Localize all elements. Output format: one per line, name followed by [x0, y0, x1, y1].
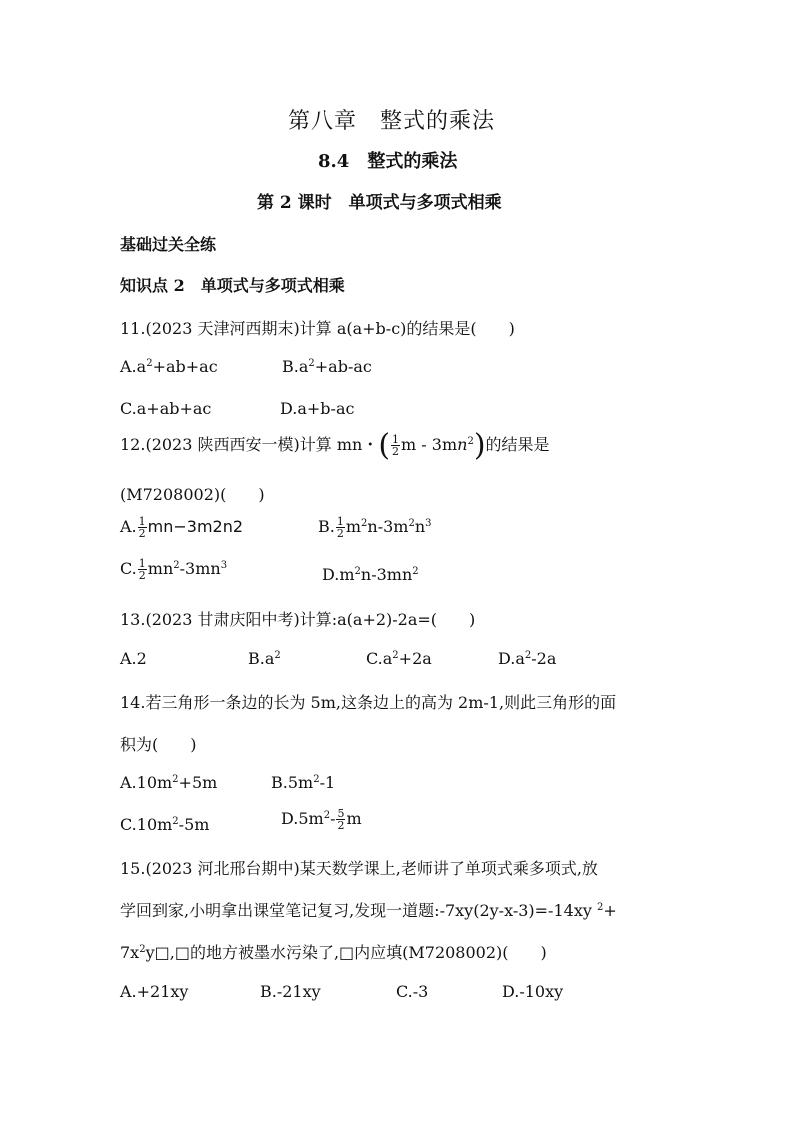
- question-15-option-b[interactable]: B.-21xy: [260, 982, 321, 1001]
- option-text: A.a: [120, 357, 147, 376]
- exponent: 2: [139, 944, 146, 955]
- option-text: n-3m: [367, 517, 409, 536]
- exponent: 2: [323, 810, 331, 821]
- question-14-option-c[interactable]: [120, 815, 209, 834]
- option-text: D.5m: [281, 809, 324, 828]
- fraction-denominator: 2: [336, 527, 344, 540]
- exponent: 2: [596, 902, 604, 913]
- option-text: -5m: [178, 815, 210, 834]
- exponent: 3: [425, 518, 432, 529]
- question-14-stem-line1: 14.若三角形一条边的长为 5m,这条边上的高为 2m-1,则此三角形的面: [120, 693, 617, 712]
- exponent: 2: [412, 566, 419, 577]
- exponent: 2: [274, 650, 281, 661]
- question-11-option-c[interactable]: C.a+ab+ac: [120, 399, 212, 418]
- exponent: 3: [220, 560, 228, 571]
- question-12-stem: [120, 428, 550, 463]
- question-11-option-a[interactable]: [120, 357, 218, 376]
- option-text: B.a: [282, 357, 309, 376]
- fraction-denominator: 2: [392, 445, 400, 458]
- option-text: C.a: [366, 649, 393, 668]
- exponent: 2: [313, 774, 320, 785]
- question-14-option-b[interactable]: [271, 773, 335, 792]
- option-text: -3mn: [179, 559, 221, 578]
- fraction-half: [138, 558, 147, 581]
- fraction-numerator: 1: [138, 515, 146, 528]
- lesson-title: 第 2 课时 单项式与多项式相乘: [257, 193, 502, 213]
- question-12-option-b[interactable]: [318, 516, 432, 539]
- exponent: 2: [172, 774, 179, 785]
- exponent: 2: [308, 358, 315, 369]
- exponent: 2: [467, 436, 474, 447]
- option-text: +ab+ac: [152, 357, 218, 376]
- option-text: mn: [147, 559, 174, 578]
- option-text: -: [330, 809, 336, 828]
- option-text: m: [346, 809, 362, 828]
- stem-text: y□,□的地方被墨水污染了,□内应填(M7208002)( ): [145, 943, 547, 962]
- exponent: 2: [172, 816, 179, 827]
- option-text: +5m: [178, 773, 218, 792]
- question-15-line3: [120, 940, 547, 963]
- practice-title: 基础过关全练: [120, 235, 217, 254]
- question-15-line1: 15.(2023 河北邢台期中)某天数学课上,老师讲了单项式乘多项式,放: [120, 859, 598, 878]
- option-text: D.m: [322, 565, 355, 584]
- stem-text: +: [603, 901, 617, 920]
- question-13-option-b[interactable]: [248, 649, 281, 668]
- exponent: 2: [524, 650, 532, 661]
- question-15-option-d[interactable]: D.-10xy: [502, 982, 564, 1001]
- question-12-option-d[interactable]: [322, 565, 419, 584]
- question-15-line2: [120, 898, 617, 921]
- fraction-numerator: 1: [392, 433, 400, 446]
- fraction-half: [391, 434, 400, 457]
- option-text: n: [414, 517, 426, 536]
- left-paren: (: [378, 428, 391, 463]
- option-text: mn−3m2n2: [147, 517, 244, 536]
- question-11-option-b[interactable]: [282, 357, 372, 376]
- question-13-option-a[interactable]: A.2: [120, 649, 147, 668]
- stem-text: 学回到家,小明拿出课堂笔记复习,发现一道题:-7xy(2y-x-3)=-14xy: [120, 901, 597, 920]
- option-label: C.: [120, 559, 137, 578]
- option-text: m: [345, 517, 362, 536]
- section-title: 8.4 整式的乘法: [318, 151, 458, 172]
- question-14-option-a[interactable]: [120, 773, 217, 792]
- option-text: -1: [319, 773, 336, 792]
- fraction-five-halves: [336, 808, 345, 831]
- exponent: 2: [408, 518, 415, 529]
- fraction-numerator: 1: [336, 515, 344, 528]
- question-15-option-c[interactable]: C.-3: [396, 982, 429, 1001]
- fraction-half: [336, 516, 345, 539]
- stem-text: 12.(2023 陕西西安一模)计算 mn・: [120, 435, 379, 454]
- option-text: +2a: [398, 649, 432, 668]
- chapter-title: 第八章 整式的乘法: [288, 109, 496, 134]
- fraction-denominator: 2: [138, 527, 146, 540]
- fraction-numerator: 1: [138, 557, 146, 570]
- option-text: D.a: [498, 649, 525, 668]
- option-text: +ab-ac: [314, 357, 372, 376]
- option-text: B.a: [248, 649, 275, 668]
- question-13-option-d[interactable]: [498, 649, 556, 668]
- knowledge-point-title: 知识点 2 单项式与多项式相乘: [120, 276, 345, 295]
- fraction-denominator: 2: [138, 569, 146, 582]
- question-12-option-c[interactable]: [120, 558, 227, 581]
- fraction-denominator: 2: [337, 819, 345, 832]
- option-label: A.: [120, 517, 137, 536]
- exponent: 2: [361, 518, 368, 529]
- question-12-code: (M7208002)( ): [120, 485, 265, 504]
- question-13-option-c[interactable]: [366, 649, 432, 668]
- question-15-option-a[interactable]: A.+21xy: [120, 982, 189, 1001]
- question-14-stem-line2: 积为( ): [120, 735, 197, 754]
- stem-text: 的结果是: [485, 435, 550, 454]
- question-13-stem: 13.(2023 甘肃庆阳中考)计算:a(a+2)-2a=( ): [120, 610, 476, 629]
- exponent: 2: [146, 358, 153, 369]
- option-text: A.10m: [120, 773, 173, 792]
- exponent: 2: [392, 650, 399, 661]
- option-text: B.5m: [271, 773, 314, 792]
- option-text: -2a: [531, 649, 557, 668]
- stem-text: 7x: [120, 943, 140, 962]
- option-text: n-3mn: [360, 565, 413, 584]
- question-11-option-d[interactable]: D.a+b-ac: [280, 399, 355, 418]
- question-11-stem: 11.(2023 天津河西期末)计算 a(a+b-c)的结果是( ): [120, 319, 515, 338]
- option-text: C.10m: [120, 815, 173, 834]
- fraction-half: [138, 516, 147, 539]
- variable-n: n: [457, 435, 468, 454]
- question-12-option-a[interactable]: [120, 516, 243, 539]
- exponent: 2: [354, 566, 361, 577]
- option-label: B.: [318, 517, 335, 536]
- stem-text: m - 3m: [401, 435, 458, 454]
- exponent: 2: [173, 560, 180, 571]
- question-14-option-d[interactable]: [281, 808, 362, 831]
- right-paren: ): [473, 428, 486, 463]
- fraction-numerator: 5: [337, 807, 345, 820]
